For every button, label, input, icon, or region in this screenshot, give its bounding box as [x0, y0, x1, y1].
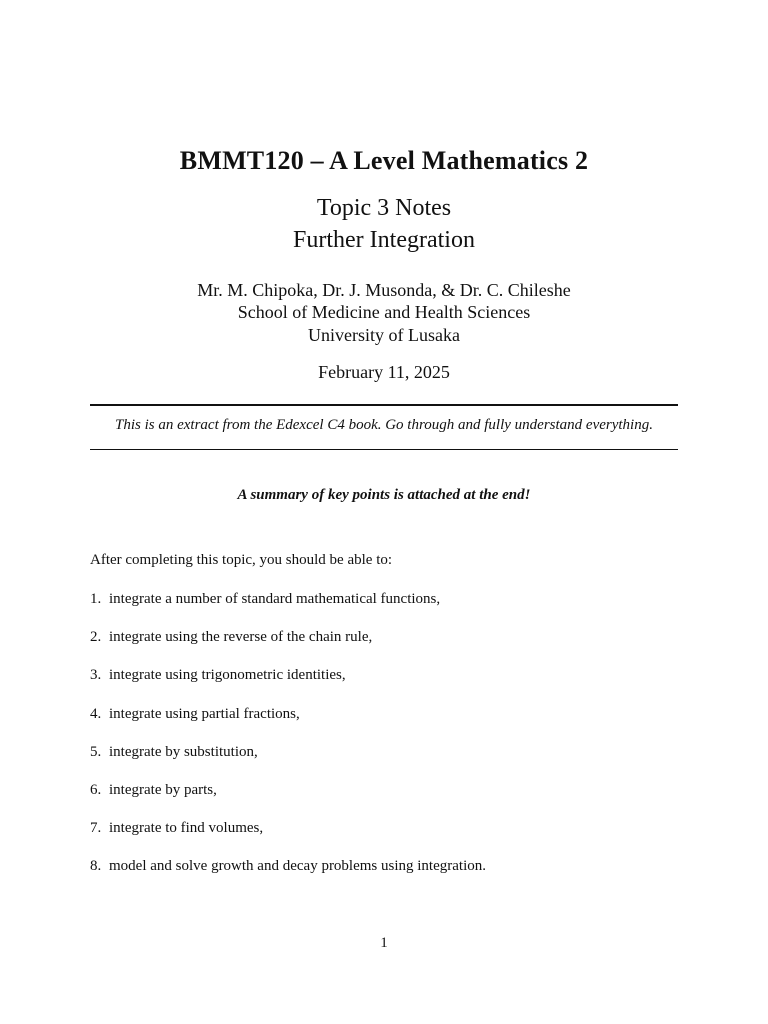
item-number: 6.: [90, 781, 102, 798]
item-number: 5.: [90, 743, 102, 760]
item-number: 2.: [90, 629, 102, 646]
bottom-divider: [90, 449, 678, 450]
document-date: February 11, 2025: [318, 362, 450, 382]
list-item: [90, 705, 486, 743]
item-text: integrate using the reverse of the chain rule,: [109, 629, 373, 646]
list-item: [90, 743, 486, 781]
list-item: [90, 666, 486, 704]
summary-note: A summary of key points is attached at the end!: [237, 487, 531, 503]
university-name: University of Lusaka: [308, 325, 460, 345]
item-text: integrate a number of standard mathematical functions,: [109, 591, 441, 607]
objectives-list: [90, 590, 486, 896]
item-number: 4.: [90, 705, 102, 722]
item-text: model and solve growth and decay problems using integration.: [109, 858, 486, 875]
list-item: [90, 628, 486, 666]
list-item: [90, 781, 486, 819]
list-item: [90, 590, 486, 628]
item-text: integrate by parts,: [109, 781, 217, 798]
top-divider: [90, 404, 678, 406]
document-title: BMMT120 – A Level Mathematics 2: [179, 146, 589, 175]
item-number: 8.: [90, 858, 102, 875]
extract-notice: This is an extract from the Edexcel C4 book. Go through and fully understand everything.: [115, 417, 653, 433]
list-item: [90, 857, 486, 895]
authors: Mr. M. Chipoka, Dr. J. Musonda, & Dr. C. Chileshe: [197, 280, 571, 300]
topic-label: Topic 3 Notes: [316, 195, 452, 221]
page-number: 1: [380, 935, 388, 951]
item-text: integrate using partial fractions,: [109, 705, 300, 722]
item-text: integrate by substitution,: [109, 743, 258, 760]
school-name: School of Medicine and Health Sciences: [237, 302, 531, 322]
item-text: integrate using trigonometric identities,: [109, 667, 346, 684]
objectives-intro: After completing this topic, you should be able to:: [90, 552, 393, 568]
item-number: 3.: [90, 667, 102, 684]
list-item: [90, 819, 486, 857]
topic-title: Further Integration: [293, 227, 475, 253]
item-text: integrate to find volumes,: [109, 820, 264, 837]
item-number: 7.: [90, 820, 102, 837]
item-number: 1.: [90, 591, 102, 607]
